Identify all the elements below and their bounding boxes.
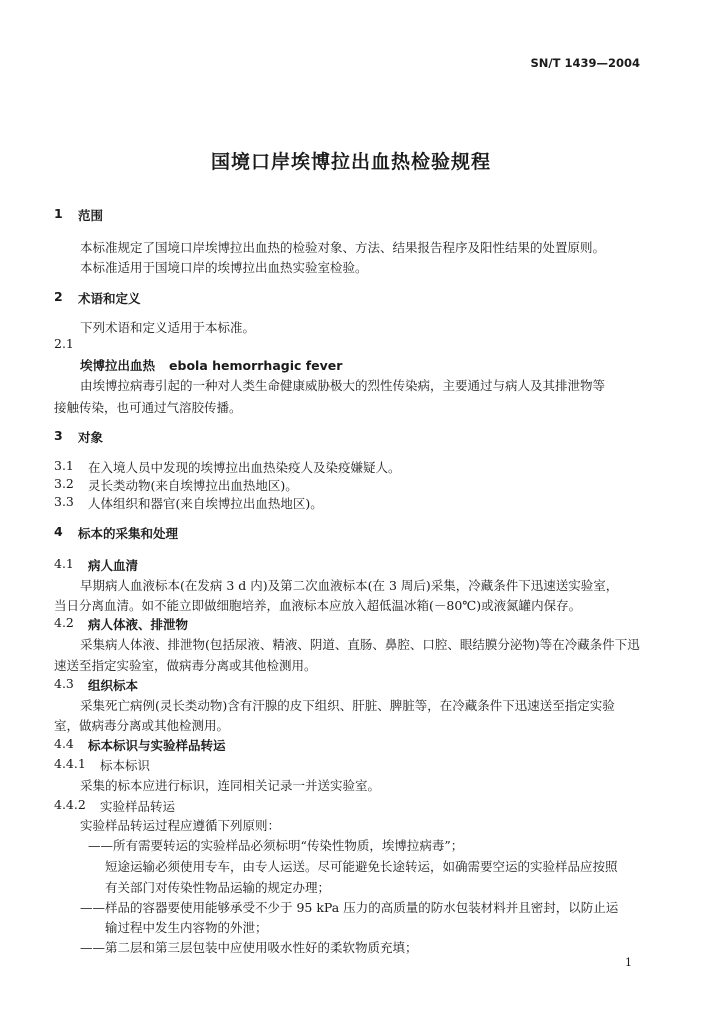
item-3-2-text: 灵长类动物(来自埃博拉出血热地区)。: [88, 478, 298, 493]
section-2-paragraph: 下列术语和定义适用于本标准。: [80, 320, 256, 335]
bullet-1-line-3: 有关部门对传染性物品运输的规定办理；: [105, 880, 331, 895]
term-definition-line-2: 接触传染，也可通过气溶胶传播。: [54, 400, 242, 415]
section-3-number: 3: [54, 428, 63, 443]
subsection-4-4-2-heading: 实验样品转运: [100, 799, 176, 814]
section-3-heading: 对象: [78, 430, 104, 445]
bullet-1: ——所有需要转运的实验样品必须标明“传染性物质，埃博拉病毒”；: [88, 838, 464, 853]
subsection-4-4-number: 4.4: [54, 736, 74, 751]
subsection-4-3-line-2: 室，做病毒分离或其他检测用。: [54, 718, 230, 733]
subsection-4-4-2-intro: 实验样品转运过程应遵循下列原则：: [80, 818, 281, 833]
subsection-4-2-line-1: 采集病人体液、排泄物(包括尿液、精液、阴道、直肠、鼻腔、口腔、眼结膜分泌物)等在冷藏条件下迅: [80, 637, 640, 652]
term-cn: 埃博拉出血热: [80, 358, 156, 373]
section-1-heading: 范围: [78, 208, 104, 223]
subsection-4-2-number: 4.2: [54, 615, 74, 630]
section-1-paragraph-1: 本标准规定了国境口岸埃博拉出血热的检验对象、方法、结果报告程序及阳性结果的处置原则。: [80, 240, 606, 255]
standard-number: SN/T 1439—2004: [530, 56, 640, 70]
subsection-4-3-number: 4.3: [54, 676, 74, 691]
section-2-heading: 术语和定义: [78, 291, 141, 306]
term-definition-line-1: 由埃博拉病毒引起的一种对人类生命健康威胁极大的烈性传染病，主要通过与病人及其排泄物等: [80, 378, 606, 393]
bullet-3: ——第二层和第三层包装中应使用吸水性好的柔软物质充填；: [80, 940, 418, 955]
subsection-4-1-line-2: 当日分离血清。如不能立即做细胞培养，血液标本应放入超低温冰箱(－80℃)或液氮罐内保存。: [54, 598, 582, 613]
item-3-2-number: 3.2: [54, 476, 74, 491]
subsection-4-4-2-number: 4.4.2: [54, 797, 86, 812]
item-3-3-text: 人体组织和器官(来自埃博拉出血热地区)。: [88, 496, 323, 511]
term-en: ebola hemorrhagic fever: [169, 358, 343, 373]
subsection-4-1-heading: 病人血清: [88, 558, 139, 573]
section-1-paragraph-2: 本标准适用于国境口岸的埃博拉出血热实验室检验。: [80, 260, 368, 275]
subsection-4-4-1-line-1: 采集的标本应进行标识，连同相关记录一并送实验室。: [80, 778, 381, 793]
page-number: 1: [625, 956, 632, 969]
subsection-4-3-heading: 组织标本: [88, 678, 139, 693]
bullet-2: ——样品的容器要使用能够承受不少于 95 kPa 压力的高质量的防水包装材料并且密封，以防止运: [80, 900, 619, 915]
subsection-4-4-1-heading: 标本标识: [100, 758, 151, 773]
subsection-4-1-number: 4.1: [54, 556, 74, 571]
item-3-1-text: 在入境人员中发现的埃博拉出血热染疫人及染疫嫌疑人。: [88, 460, 401, 475]
page-title: 国境口岸埃博拉出血热检验规程: [210, 151, 491, 173]
section-4-heading: 标本的采集和处理: [78, 526, 179, 541]
section-1-number: 1: [54, 206, 63, 221]
section-2-number: 2: [54, 289, 63, 304]
item-3-3-number: 3.3: [54, 494, 74, 509]
subsection-4-3-line-1: 采集死亡病例(灵长类动物)含有汗腺的皮下组织、肝脏、脾脏等，在冷藏条件下迅速送至指定实验: [80, 698, 615, 713]
subsection-4-2-heading: 病人体液、排泄物: [88, 617, 189, 632]
subsection-4-4-heading: 标本标识与实验样品转运: [88, 738, 226, 753]
subsection-4-2-line-2: 速送至指定实验室，做病毒分离或其他检测用。: [54, 658, 317, 673]
subsection-4-1-line-1: 早期病人血液标本(在发病 3 d 内)及第二次血液标本(在 3 周后)采集，冷藏条件下迅速送实验室，: [80, 578, 619, 593]
bullet-2-line-2: 输过程中发生内容物的外泄；: [105, 920, 268, 935]
section-4-number: 4: [54, 524, 63, 539]
bullet-1-line-2: 短途运输必须使用专车，由专人运送。尽可能避免长途转运，如确需要空运的实验样品应按照: [105, 859, 618, 874]
subsection-4-4-1-number: 4.4.1: [54, 756, 86, 771]
subsection-2-1-number: 2.1: [54, 336, 74, 351]
term-entry: [80, 356, 342, 374]
item-3-1-number: 3.1: [54, 458, 74, 473]
